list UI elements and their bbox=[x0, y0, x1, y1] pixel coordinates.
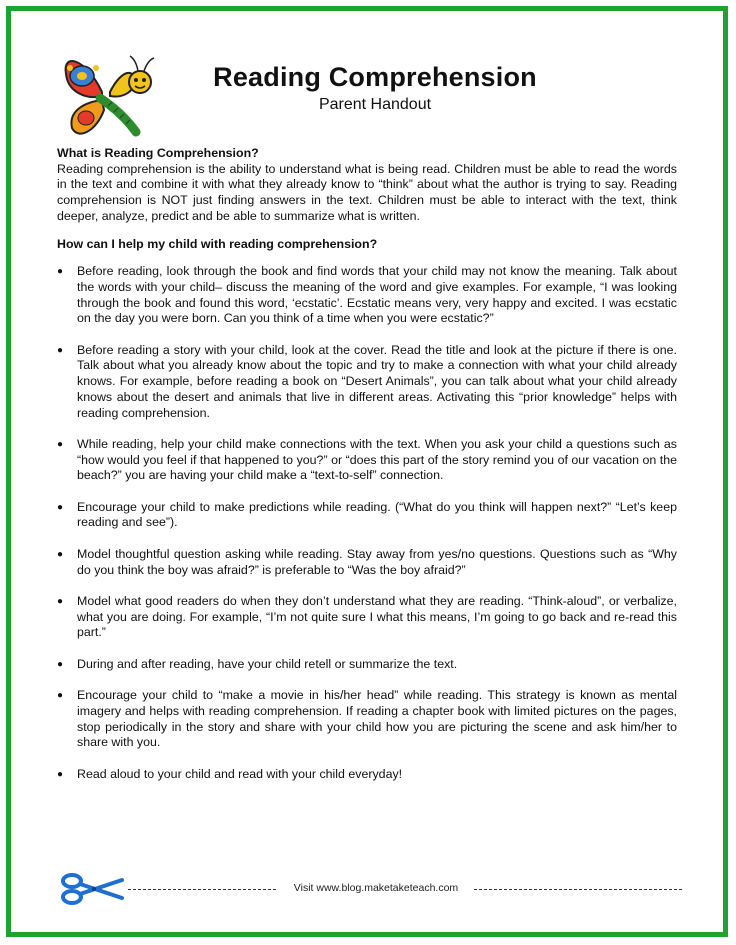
tip-text: While reading, help your child make connections with the text. When you ask your child a questions such as “how would you feel if that happened to you?” or “does this part of the story remind you of our vacation on the beach?” you are having your child make a “text-to-self” connection. bbox=[77, 436, 677, 483]
cut-line-left bbox=[128, 889, 276, 890]
bullet-icon: ● bbox=[57, 344, 64, 356]
page-title: Reading Comprehension bbox=[213, 62, 537, 92]
butterfly-icon bbox=[56, 48, 160, 140]
tip-text: Model what good readers do when they don’t understand what they are reading. “Think-aloud”, or verbalize, what you are doing. For example, “I’m not quite sure I what this means, I’m going to go back and re-read this part.” bbox=[77, 593, 677, 640]
tips-list bbox=[57, 264, 677, 782]
intro-paragraph: Reading comprehension is the ability to understand what is being read. Children must be able to read the words in the text and combine it with what they already know to “think” about what the author is trying to say. Reading comprehension is NOT just finding answers in the text. Children must be able to interact with the text, think deeper, analyze, predict and be able to summarize what is written. bbox=[57, 161, 677, 223]
tip-text: Read aloud to your child and read with your child everyday! bbox=[77, 766, 403, 781]
section-heading-how: How can I help my child with reading comprehension? bbox=[57, 236, 378, 251]
page-subtitle: Parent Handout bbox=[318, 96, 432, 113]
footer-link-text[interactable]: Visit www.blog.maketaketeach.com bbox=[293, 882, 459, 894]
footer bbox=[56, 868, 686, 908]
section-heading-what: What is Reading Comprehension? bbox=[57, 146, 259, 160]
tip-text: Before reading, look through the book and find words that your child may not know the meaning. Talk about the words with your child– discuss the meaning of the word and give examples. For example, “I was looking through the book and found this word, ‘ecstatic’. Ecstatic means very, very happy and excited. I was ecstatic on the day you were born. Can you think of a time when you were ecstatic?” bbox=[77, 264, 677, 326]
cut-line-right bbox=[474, 889, 682, 890]
tip-text: Encourage your child to “make a movie in his/her head” while reading. This strategy is known as mental imagery and helps with reading comprehension. If reading a chapter book with limited pictures on the pages, stop periodically in the story and share with your child how you are picturing the scene and ask him/her to share with you. bbox=[77, 688, 677, 750]
scissors-icon bbox=[60, 872, 126, 906]
list-item bbox=[57, 547, 677, 578]
list-item bbox=[57, 437, 677, 484]
list-item bbox=[57, 594, 677, 641]
list-item bbox=[57, 343, 677, 422]
bullet-icon: ● bbox=[57, 548, 64, 560]
bullet-icon: ● bbox=[57, 658, 64, 670]
tip-text: Before reading a story with your child, look at the cover. Read the title and look at the picture if there is one. Talk about what you already know about the topic and try to make a connection with what your child already knows. For example, before reading a book on “Desert Animals”, you can talk about what your child already knows about the desert and animals that live in different areas. Activating this “prior knowledge” helps with reading comprehension. bbox=[77, 342, 677, 420]
header bbox=[0, 0, 736, 140]
list-item bbox=[57, 688, 677, 751]
list-item bbox=[57, 767, 677, 783]
bullet-icon: ● bbox=[57, 595, 64, 607]
list-item bbox=[57, 264, 677, 327]
bullet-icon: ● bbox=[57, 690, 64, 702]
bullet-icon: ● bbox=[57, 438, 64, 450]
tip-text: During and after reading, have your child retell or summarize the text. bbox=[77, 656, 458, 671]
tip-text: Model thoughtful question asking while reading. Stay away from yes/no questions. Questions such as “Why do you think the boy was afraid?” is preferable to “Was the boy afraid?” bbox=[77, 546, 677, 577]
main-content bbox=[57, 146, 677, 798]
bullet-icon: ● bbox=[57, 768, 64, 780]
list-item bbox=[57, 657, 677, 673]
bullet-icon: ● bbox=[57, 266, 64, 278]
bullet-icon: ● bbox=[57, 501, 64, 513]
tip-text: Encourage your child to make predictions while reading. (“What do you think will happen next?” “Let’s keep reading and see”). bbox=[77, 499, 677, 530]
list-item bbox=[57, 500, 677, 531]
